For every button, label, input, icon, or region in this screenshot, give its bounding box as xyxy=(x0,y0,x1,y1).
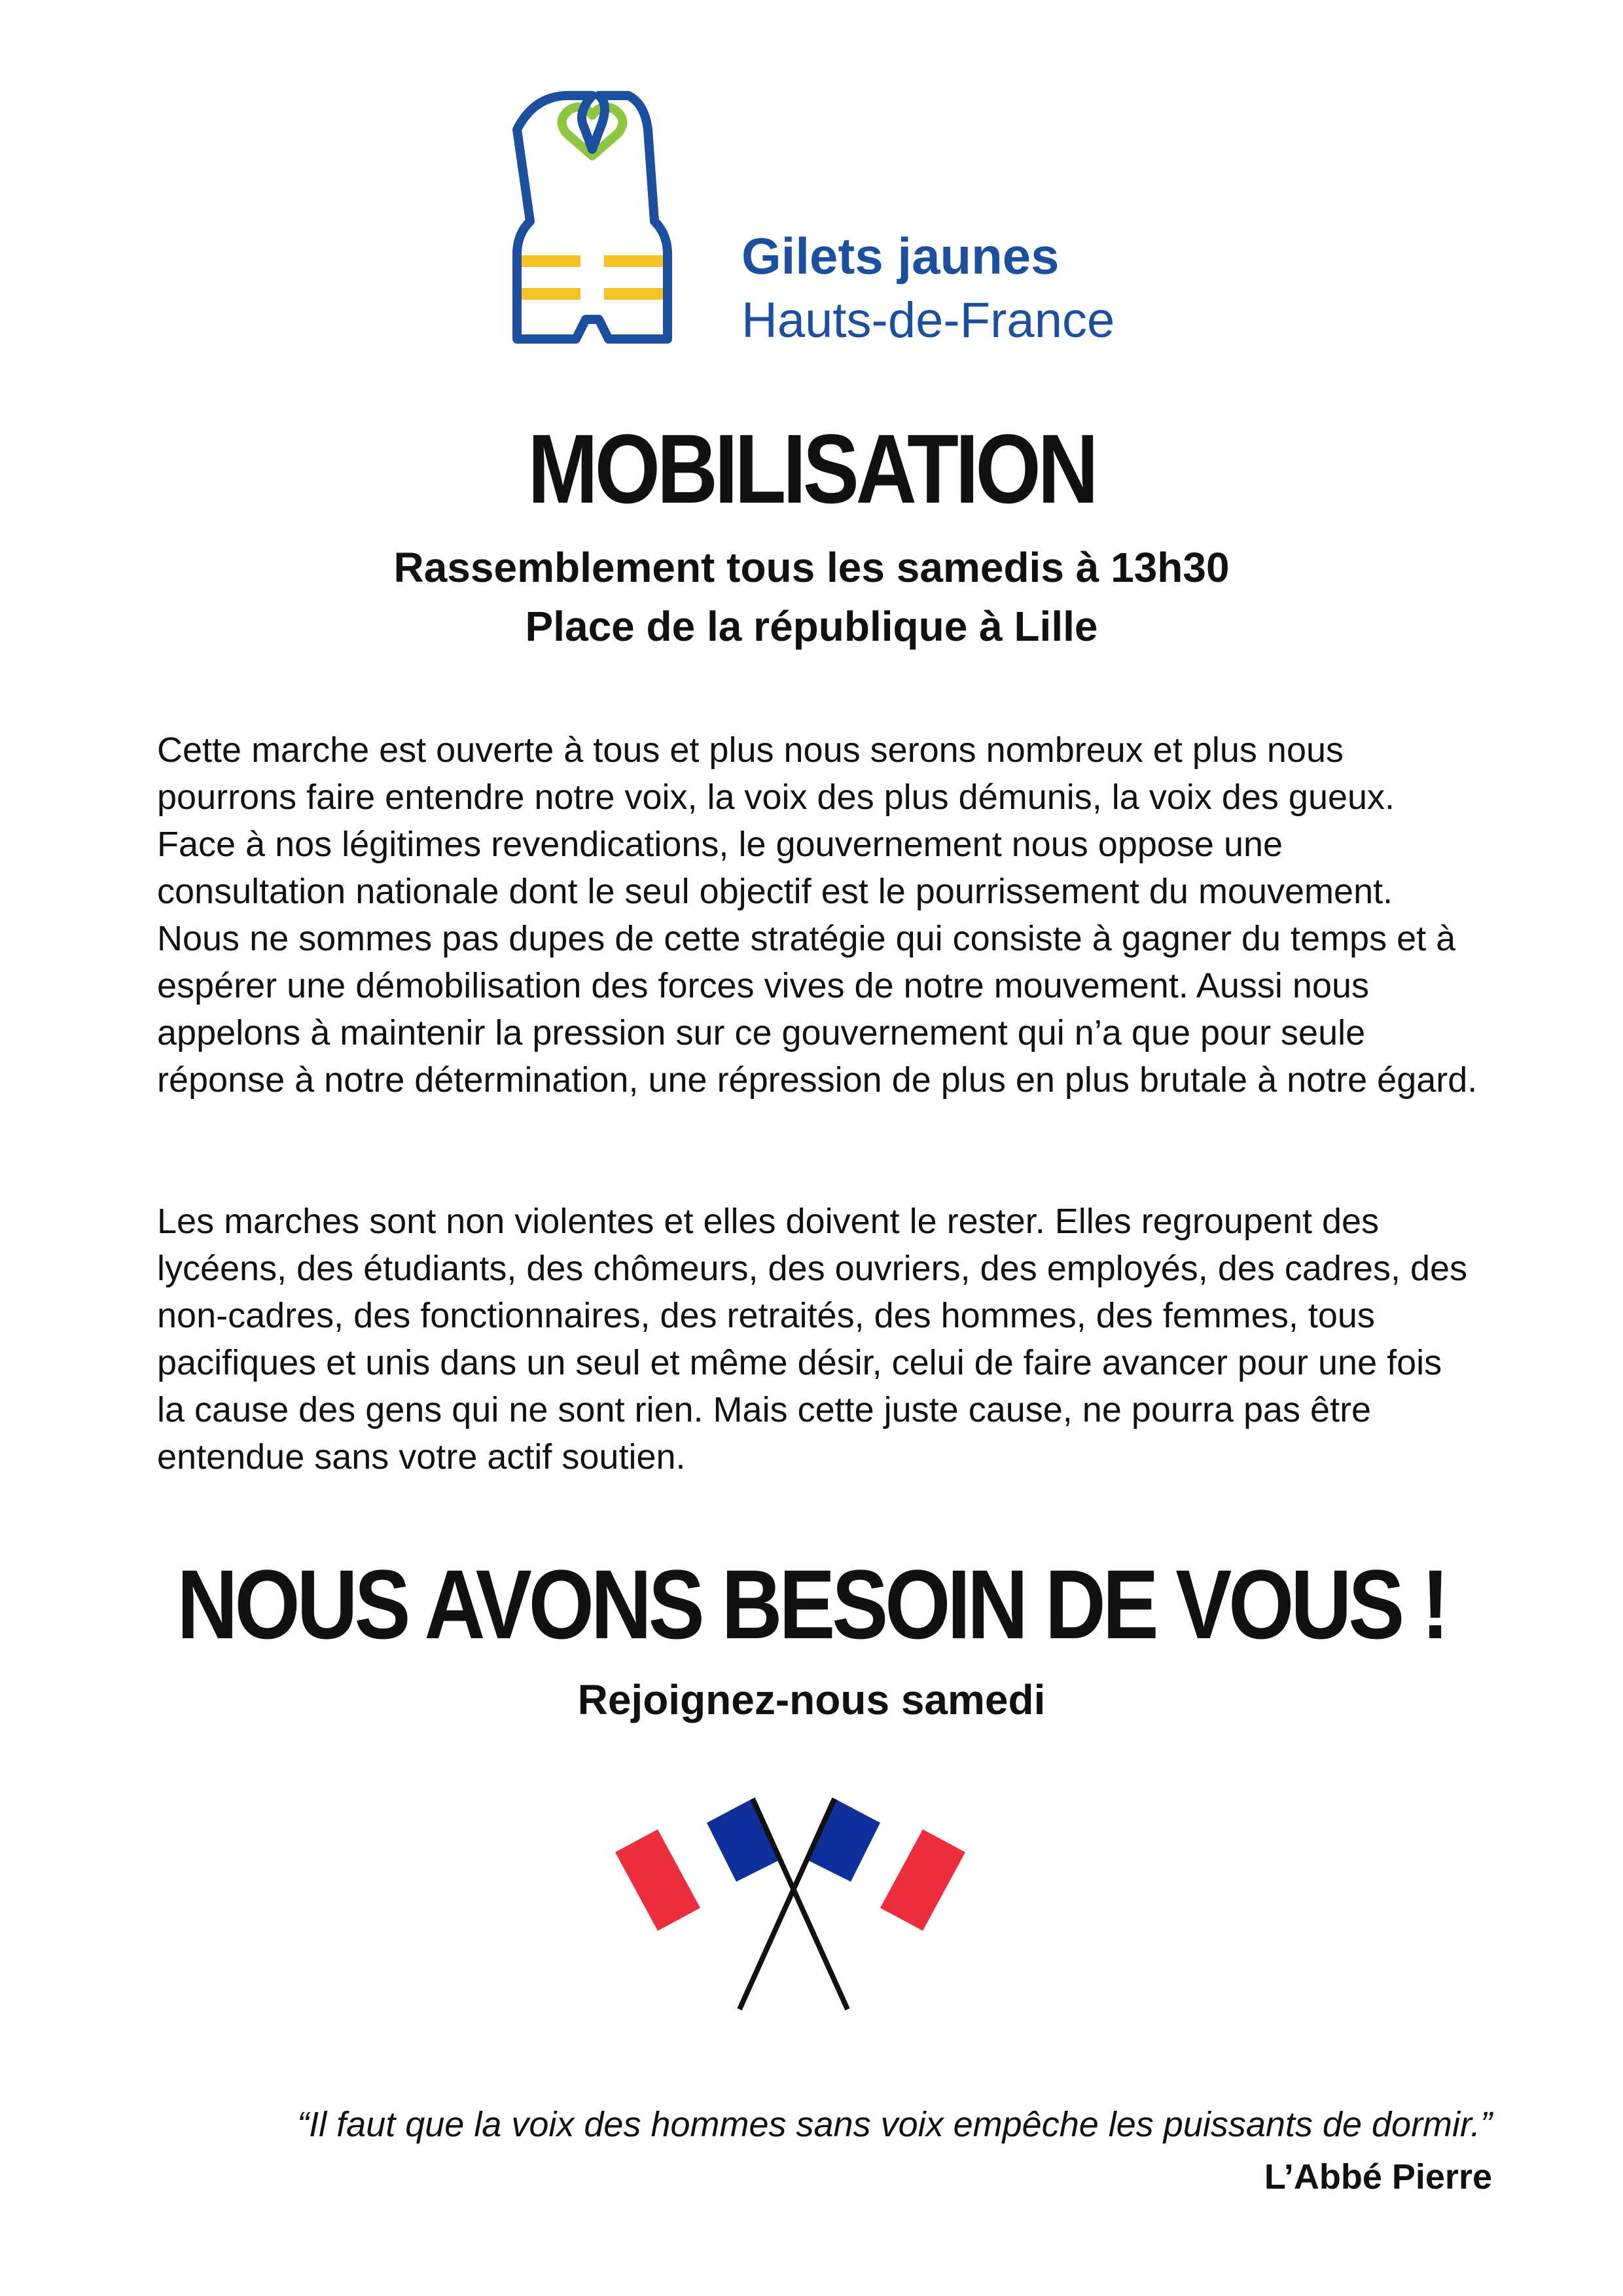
cta-subline: Rejoignez-nous samedi xyxy=(577,1676,1046,1723)
event-location: Place de la république à Lille xyxy=(525,603,1098,650)
quote-author: L’Abbé Pierre xyxy=(1264,2157,1492,2197)
left-flag-red xyxy=(615,1829,700,1931)
event-schedule: Rassemblement tous les samedis à 13h30 xyxy=(393,544,1230,591)
body-paragraph-2: Les marches sont non violentes et elles doivent le rester. Elles regroupent des lycéens, des étudiants, des chômeurs, des ouvriers, des employés, des cadres, des non-cadres, des fonctionnaires, des retraités, des hommes, des femmes, tous pacifiques et unis dans un seul et même désir, celui de faire avancer pour une fois la cause des gens qui ne sont rien. Mais cette juste cause, ne pourra pas être entendue sans votre actif soutien. xyxy=(157,1202,1468,1477)
brand-name: Gilets jaunes xyxy=(741,227,1060,285)
brand-region: Hauts-de-France xyxy=(741,293,1115,348)
yellow-vest-heart-icon xyxy=(494,84,730,359)
quote-text: “Il faut que la voix des hommes sans voix empêche les puissants de dormir.” xyxy=(297,2105,1492,2144)
right-flag-red xyxy=(880,1829,965,1931)
crossed-french-flags-icon xyxy=(609,1793,1014,2016)
logo xyxy=(494,84,1122,359)
body-paragraph-1: Cette marche est ouverte à tous et plus nous serons nombreux et plus nous pourrons faire entendre notre voix, la voix des plus démunis, la voix des gueux. Face à nos légitimes revendications, le gouvernement nous oppose une consultation nationale dont le seul objectif est le pourrissement du mouvement. Nous ne sommes pas dupes de cette stratégie qui consiste à gagner du temps et à espérer une démobilisation des forces vives de notre mouvement. Aussi nous appelons à maintenir la pression sur ce gouvernement qui n’a que pour seule réponse à notre détermination, une répression de plus en plus brutale à notre égard. xyxy=(157,730,1478,1100)
cta-headline: NOUS AVONS BESOIN DE VOUS ! xyxy=(177,1549,1446,1659)
page-title: MOBILISATION xyxy=(527,414,1096,524)
